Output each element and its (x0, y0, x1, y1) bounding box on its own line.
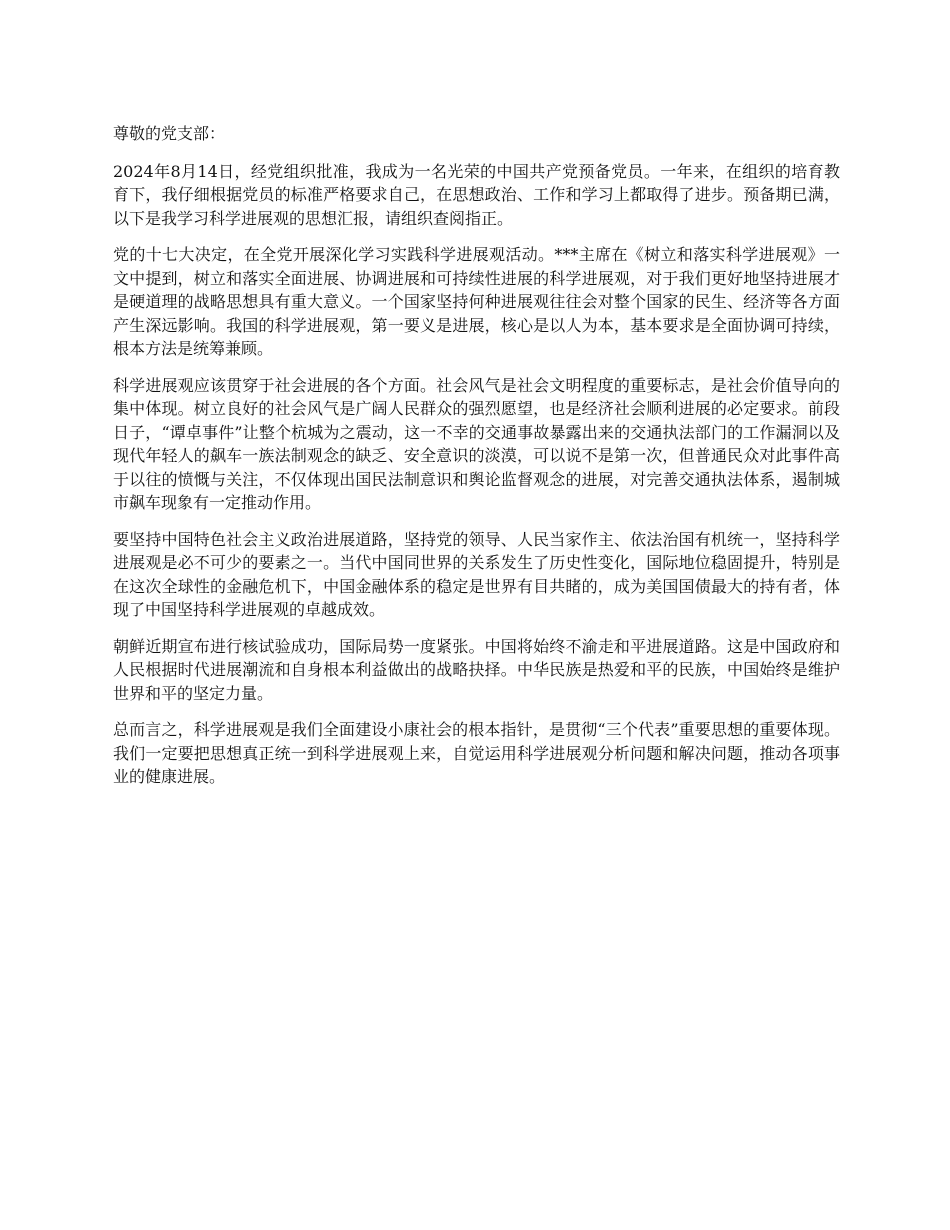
paragraph: 科学进展观应该贯穿于社会进展的各个方面。社会风气是社会文明程度的重要标志，是社会价值导向的集中体现。树立良好的社会风气是广阔人民群众的强烈愿望，也是经济社会顺利进展的必定要求。前段日子，“谭卓事件”让整个杭城为之震动，这一不幸的交通事故暴露出来的交通执法部门的工作漏洞以及现代年轻人的飙车一族法制观念的缺乏、安全意识的淡漠，可以说不是第一次，但普通民众对此事件高于以往的愤慨与关注，不仅体现出国民法制意识和舆论监督观念的进展，对完善交通执法体系，遏制城市飙车现象有一定推动作用。 (113, 375, 840, 512)
paragraph: 要坚持中国特色社会主义政治进展道路，坚持党的领导、人民当家作主、依法治国有机统一，坚持科学进展观是必不可少的要素之一。当代中国同世界的关系发生了历史性变化，国际地位稳固提升，特别是在这次全球性的金融危机下，中国金融体系的稳定是世界有目共睹的，成为美国国债最大的持有者，体现了中国坚持科学进展观的卓越成效。 (113, 529, 840, 619)
paragraph: 2024年8月14日，经党组织批准，我成为一名光荣的中国共产党预备党员。一年来，在组织的培育教育下，我仔细根据党员的标准严格要求自己，在思想政治、工作和学习上都取得了进步。预备期已满，以下是我学习科学进展观的思想汇报，请组织查阅指正。 (113, 161, 840, 228)
paragraph: 党的十七大决定，在全党开展深化学习实践科学进展观活动。***主席在《树立和落实科学进展观》一文中提到，树立和落实全面进展、协调进展和可持续性进展的科学进展观，对于我们更好地坚持进展才是硬道理的战略思想具有重大意义。一个国家坚持何种进展观往往会对整个国家的民生、经济等各方面产生深远影响。我国的科学进展观，第一要义是进展，核心是以人为本，基本要求是全面协调可持续，根本方法是统筹兼顾。 (113, 245, 840, 358)
letter-body (113, 122, 840, 802)
salutation: 尊敬的党支部： (113, 124, 226, 143)
paragraph: 总而言之，科学进展观是我们全面建设小康社会的根本指针，是贯彻“三个代表”重要思想的重要体现。我们一定要把思想真正统一到科学进展观上来，自觉运用科学进展观分析问题和解决问题，推动各项事业的健康进展。 (113, 720, 840, 786)
paragraph: 朝鲜近期宣布进行核试验成功，国际局势一度紧张。中国将始终不渝走和平进展道路。这是中国政府和人民根据时代进展潮流和自身根本利益做出的战略抉择。中华民族是热爱和平的民族，中国始终是维护世界和平的坚定力量。 (113, 636, 840, 703)
